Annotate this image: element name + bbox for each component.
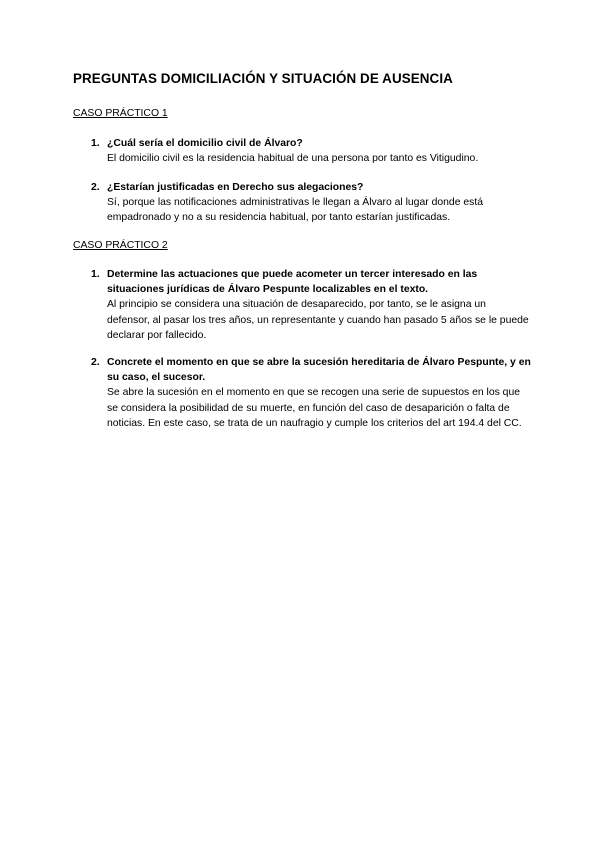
case1-question-2: [91, 180, 531, 226]
answer-text: Sí, porque las notificaciones administrativas le llegan a Álvaro al lugar donde está empadronado y no a su residencia habitual, por tanto estarían justificadas.: [107, 197, 484, 224]
answer-text: El domicilio civil es la residencia habitual de una persona por tanto es Vitigudino.: [107, 153, 479, 165]
question-text: ¿Cuál sería el domicilio civil de Álvaro?: [107, 138, 303, 149]
case-heading-1: CASO PRÁCTICO 1: [73, 108, 168, 119]
question-text: Concrete el momento en que se abre la sucesión hereditaria de Álvaro Pespunte, y en su caso, el sucesor.: [107, 357, 531, 384]
answer-text: Al principio se considera una situación de desaparecido, por tanto, se le asigna un defensor, al pasar los tres años, un representante y cuando han pasado 5 años se le puede declarar por fallecido.: [107, 299, 529, 341]
question-number: 1.: [91, 269, 100, 280]
case1-question-1: [91, 136, 531, 166]
question-number: 2.: [91, 182, 100, 193]
case2-question-2: [91, 355, 531, 431]
question-number: 1.: [91, 138, 100, 149]
question-number: 2.: [91, 357, 100, 368]
question-text: ¿Estarían justificadas en Derecho sus alegaciones?: [107, 182, 364, 193]
question-text: Determine las actuaciones que puede acometer un tercer interesado en las situaciones jurídicas de Álvaro Pespunte localizables en el texto.: [107, 269, 478, 296]
case-heading-2: CASO PRÁCTICO 2: [73, 240, 168, 251]
case2-question-1: [91, 267, 531, 343]
answer-text: Se abre la sucesión en el momento en que se recogen una serie de supuestos en los que se considera la posibilidad de su muerte, en función del caso de desaparición o falta de noticias. En este caso, se trata de un naufragio y cumple los criterios del art 194.4 del CC.: [107, 387, 522, 429]
document-title: PREGUNTAS DOMICILIACIÓN Y SITUACIÓN DE AUSENCIA: [73, 71, 453, 86]
